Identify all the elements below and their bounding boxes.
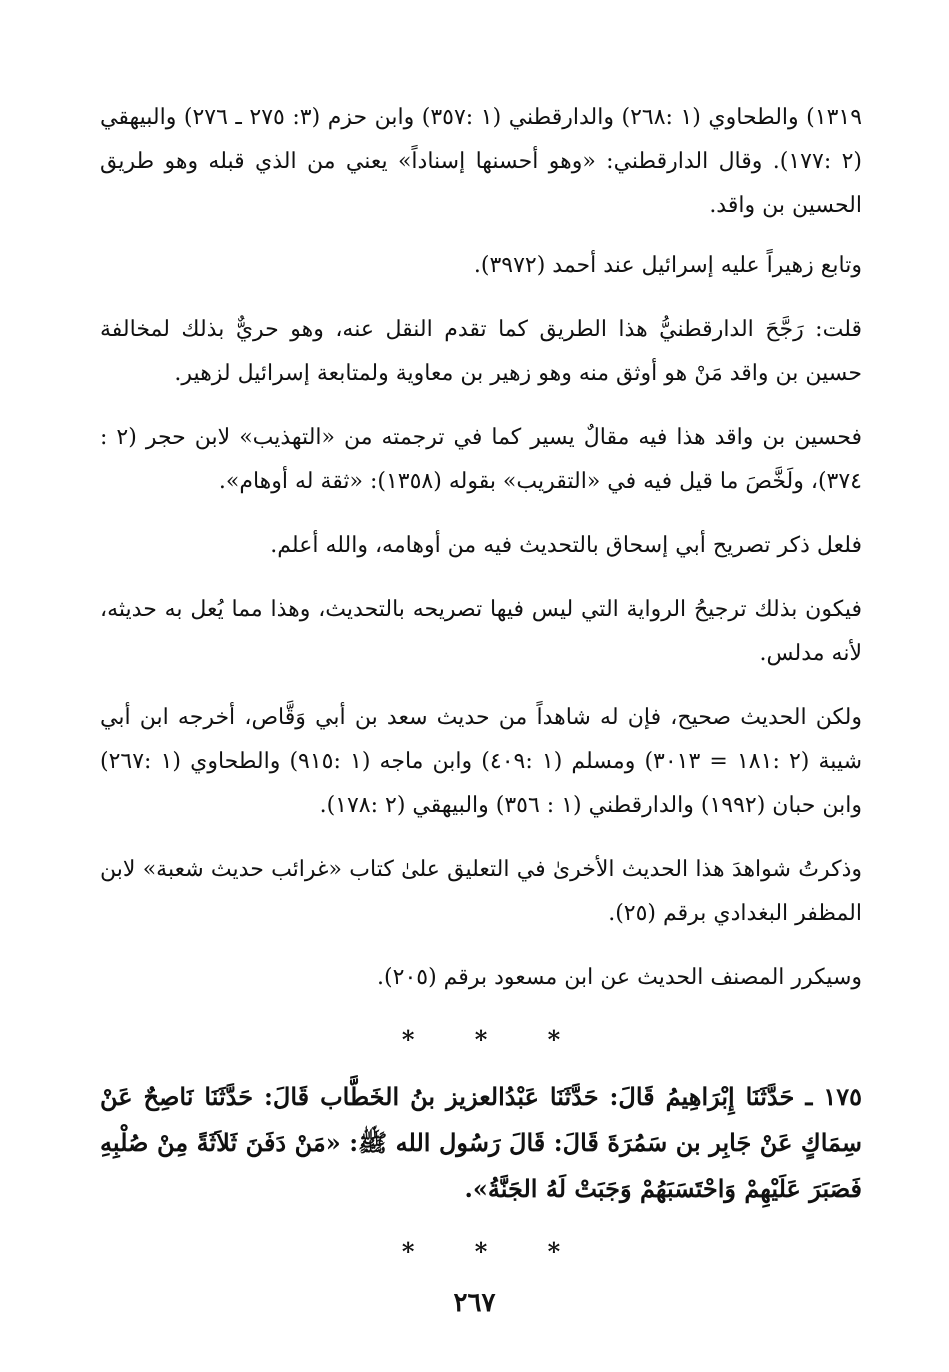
page-body [100, 96, 862, 1286]
paragraph-husayn: فحسين بن واقد هذا فيه مقالٌ يسير كما في ترجمته من «التهذيب» لابن حجر (٢ : ٣٧٤)، ولَخَّصَ ما قيل فيه في «التقريب» بقوله (١٣٥٨): «ثقة له أوهام». [100, 425, 863, 494]
paragraph-israil: وتابع زهيراً عليه إسرائيل عند أحمد (٣٩٧٢). [473, 253, 862, 278]
paragraph-tadlis: فيكون بذلك ترجيحُ الرواية التي ليس فيها تصريحه بالتحديث، وهذا مما يُعل به حديثه، لأنه مدلس. [100, 597, 862, 666]
paragraph-repeat: وسيكرر المصنف الحديث عن ابن مسعود برقم (٢٠٥). [377, 965, 862, 990]
section-separator-bottom: * * * [401, 1237, 587, 1266]
paragraph-shawahid: وذكرتُ شواهدَ هذا الحديث الأخرىٰ في التعليق علىٰ كتاب «غرائب حديث شعبة» لابن المظفر البغدادي برقم (٢٥). [100, 857, 862, 926]
paragraph-citations: ١٣١٩) والطحاوي (١ :٢٦٨) والدارقطني (١ :٣٥٧) وابن حزم (٣: ٢٧٥ ـ ٢٧٦) والبيهقي (٢ :١٧٧). وقال الدارقطني: «وهو أحسنها إسناداً» يعني من الذي قبله وهو طريق الحسين بن واقد. [100, 105, 863, 218]
paragraph-shahid: ولكن الحديث صحيح، فإن له شاهداً من حديث سعد بن أبي وَقَّاص، أخرجه ابن أبي شيبة (٢ :١٨١ = ٣٠١٣) ومسلم (١ :٤٠٩) وابن ماجه (١ :٩١٥) والطحاوي (١ :٢٦٧) وابن حبان (١٩٩٢) والدارقطني (١ : ٣٥٦) والبيهقي (٢ :١٧٨). [100, 705, 863, 818]
paragraph-tarjih: قلت: رَجَّحَ الدارقطنيُّ هذا الطريق كما تقدم النقل عنه، وهو حريٌّ بذلك لمخالفة حسين بن واقد مَنْ هو أوثق منه وهو زهير بن معاوية ولمتابعة إسرائيل لزهير. [100, 317, 862, 386]
paragraph-awham: فلعل ذكر تصريح أبي إسحاق بالتحديث فيه من أوهامه، والله أعلم. [270, 533, 862, 558]
section-separator: * * * [401, 1025, 587, 1054]
page-number: ٢٦٧ [453, 1288, 496, 1318]
hadith-175: ١٧٥ ـ حَدَّثَنَا إِبْرَاهِيمُ قَالَ: حَدَّثَنَا عَبْدُالعزيز بنُ الخَطَّاب قَالَ: حَدَّثَنَا نَاصِحٌ عَنْ سِمَاكٍ عَنْ جَابِر بن سَمُرَةَ قَالَ: قَالَ رَسُول الله ﷺ: «مَنْ دَفَنَ ثَلاَثَةً مِنْ صُلْبِهِ فَصَبَرَ عَلَيْهِمْ وَاحْتَسَبَهُمْ وَجَبَتْ لَهُ الجَنَّةُ». [100, 1082, 862, 1203]
